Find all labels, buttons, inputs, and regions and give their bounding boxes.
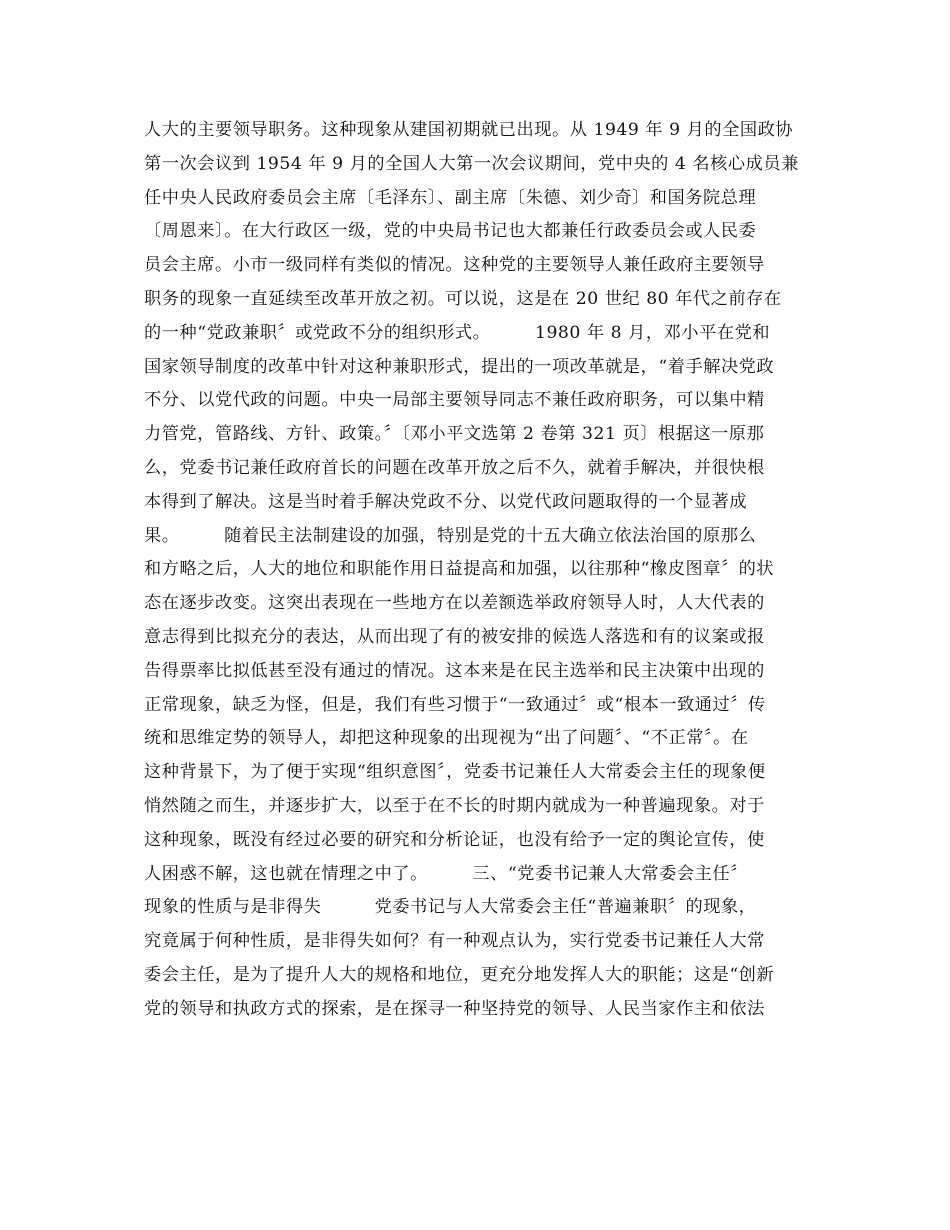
text-line: 员会主席。小市一级同样有类似的情况。这种党的主要领导人兼任政府主要领导: [144, 255, 765, 276]
text-line: 力管党，管路线、方针、政策。〞〔邓小平文选第 2 卷第 321 页〕根据这一原那: [144, 424, 765, 445]
text-line: 意志得到比拟充分的表达，从而出现了有的被安排的候选人落选和有的议案或报: [144, 626, 765, 647]
text-line: 委会主任，是为了提升人大的规格和地位，更充分地发挥人大的职能；这是“创新: [144, 964, 775, 985]
text-line: 这种背景下，为了便于实现“组织意图〞，党委书记兼任人大常委会主任的现象便: [144, 762, 766, 783]
text-line: 不分、以党代政的问题。中央一局部主要领导同志不兼任政府职务，可以集中精: [144, 390, 765, 411]
text-line: 究竟属于何种性质，是非得失如何？有一种观点认为，实行党委书记兼任人大常: [144, 931, 765, 952]
text-line: 和方略之后，人大的地位和职能作用日益提高和加强，以往那种“橡皮图章〞的状: [144, 559, 775, 580]
text-line: 这种现象，既没有经过必要的研究和分析论证，也没有给予一定的舆论宣传，使: [144, 829, 765, 850]
text-line: 态在逐步改变。这突出表现在一些地方在以差额选举政府领导人时，人大代表的: [144, 593, 765, 614]
text-line: 现象的性质与是非得失 党委书记与人大常委会主任“普遍兼职〞的现象，: [144, 897, 757, 918]
text-line: 么，党委书记兼任政府首长的问题在改革开放之后不久，就着手解决，并很快根: [144, 457, 765, 478]
text-line: 任中央人民政府委员会主席〔毛泽东〕、副主席〔朱德、刘少奇〕和国务院总理: [144, 187, 757, 208]
text-line: 人困惑不解，这也就在情理之中了。 三、“党委书记兼人大常委会主任〞: [144, 863, 748, 884]
text-line: 职务的现象一直延续至改革开放之初。可以说，这是在 20 世纪 80 年代之前存在: [144, 288, 782, 309]
text-line: 第一次会议到 1954 年 9 月的全国人大第一次会议期间，党中央的 4 名核心成员兼: [144, 153, 799, 174]
text-line: 果。 随着民主法制建设的加强，特别是党的十五大确立依法治国的原那么: [144, 525, 757, 546]
body-text: [144, 114, 824, 1027]
text-line: 人大的主要领导职务。这种现象从建国初期就已出现。从 1949 年 9 月的全国政协: [144, 120, 794, 140]
text-line: 统和思维定势的领导人，却把这种现象的出现视为“出了问题〞、“不正常〞。在: [144, 728, 749, 749]
text-line: 本得到了解决。这是当时着手解决党政不分、以党代政问题取得的一个显著成: [144, 491, 748, 512]
text-line: 告得票率比拟低甚至没有通过的情况。这本来是在民主选举和民主决策中出现的: [144, 660, 765, 681]
text-line: 〔周恩来〕。在大行政区一级，党的中央局书记也大都兼任行政委员会或人民委: [144, 221, 757, 242]
text-line: 国家领导制度的改革中针对这种兼职形式，提出的一项改革就是，“着手解决党政: [144, 356, 775, 377]
text-line: 悄然随之而生，并逐步扩大，以至于在不长的时期内就成为一种普遍现象。对于: [144, 795, 765, 816]
text-line: 正常现象，缺乏为怪，但是，我们有些习惯于“一致通过〞或“根本一致通过〞传: [144, 694, 766, 715]
text-line: 的一种“党政兼职〞或党政不分的组织形式。 1980 年 8 月，邓小平在党和: [144, 322, 771, 343]
text-line: 党的领导和执政方式的探索，是在探寻一种坚持党的领导、人民当家作主和依法: [144, 998, 765, 1019]
